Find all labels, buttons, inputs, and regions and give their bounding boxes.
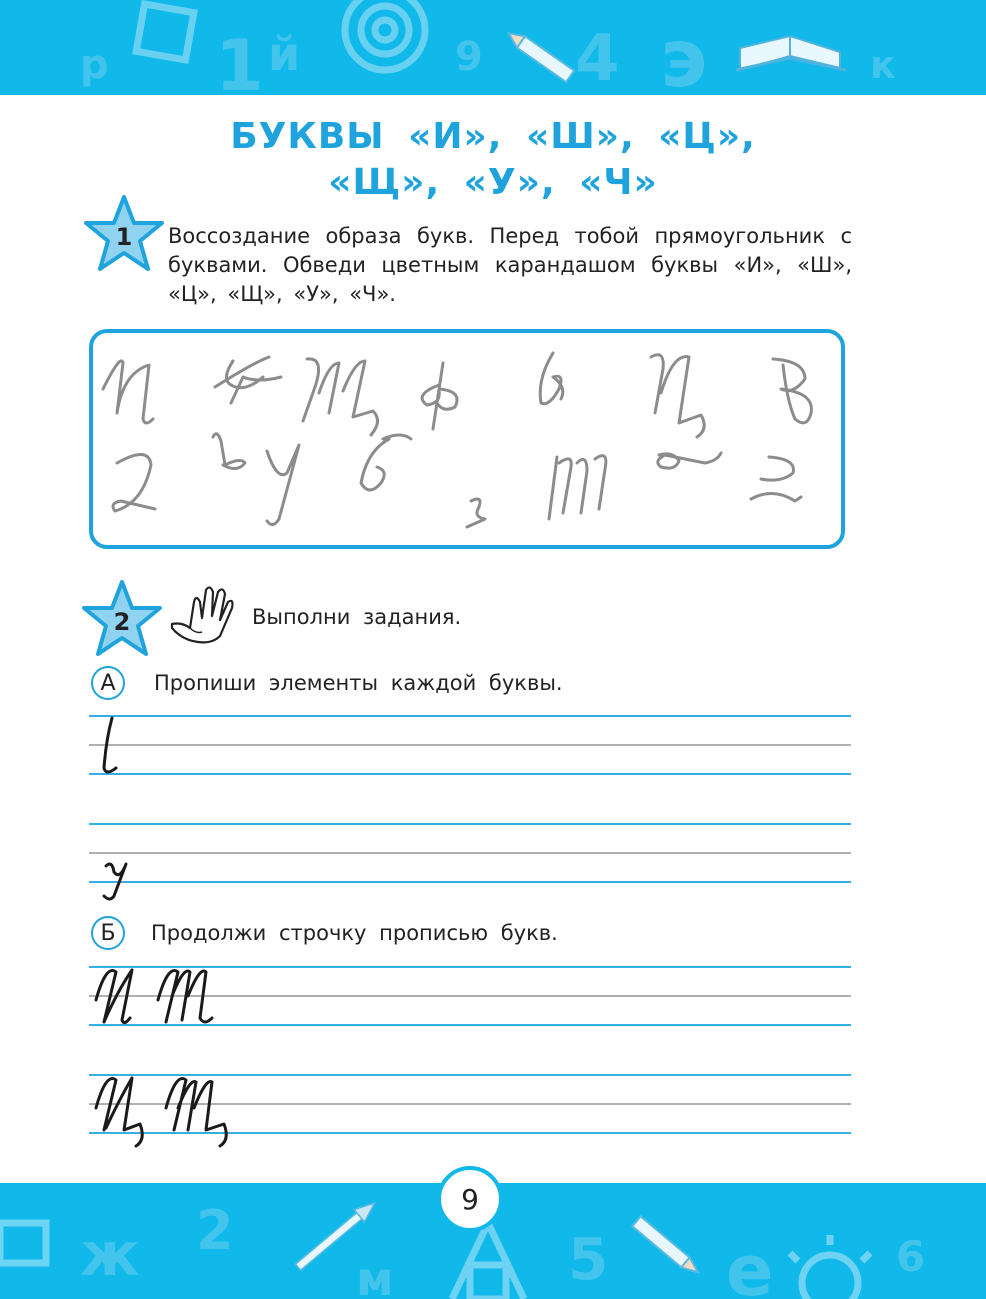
task2-text: Выполни задания. xyxy=(252,605,462,629)
page-number: 9 xyxy=(437,1166,503,1232)
svg-text:1: 1 xyxy=(215,25,264,95)
svg-text:э: э xyxy=(660,12,708,95)
task2-number: 2 xyxy=(113,608,131,636)
svg-text:м: м xyxy=(356,1252,394,1299)
cursive-Shch xyxy=(166,1079,226,1146)
svg-text:й: й xyxy=(268,27,301,81)
part-a-text: Пропиши элементы каждой буквы. xyxy=(154,671,563,695)
page-title-line1: БУКВЫ «И», «Ш», «Ц», xyxy=(230,116,756,157)
svg-text:к: к xyxy=(870,43,896,87)
page-title-line2: «Щ», «У», «Ч» xyxy=(328,162,658,203)
task1-text: Воссоздание образа букв. Перед тобой прямоугольник с буквами. Обведи цветным карандашом буквы «И», «Ш», «Ц», «Щ», «У», «Ч». xyxy=(168,224,852,306)
svg-text:9: 9 xyxy=(455,34,483,80)
svg-text:6: 6 xyxy=(896,1232,926,1281)
part-b-text: Продолжи строчку прописью букв. xyxy=(151,921,558,945)
svg-text:2: 2 xyxy=(196,1199,234,1262)
svg-text:4: 4 xyxy=(575,22,620,95)
part-a-marker: А xyxy=(91,666,125,700)
part-b-marker: Б xyxy=(91,916,125,950)
svg-text:ж: ж xyxy=(80,1220,140,1290)
svg-text:е: е xyxy=(726,1230,774,1299)
cursive-Ts xyxy=(96,1078,142,1146)
svg-text:5: 5 xyxy=(568,1225,609,1293)
svg-text:р: р xyxy=(80,42,109,88)
task1-number: 1 xyxy=(115,223,133,251)
